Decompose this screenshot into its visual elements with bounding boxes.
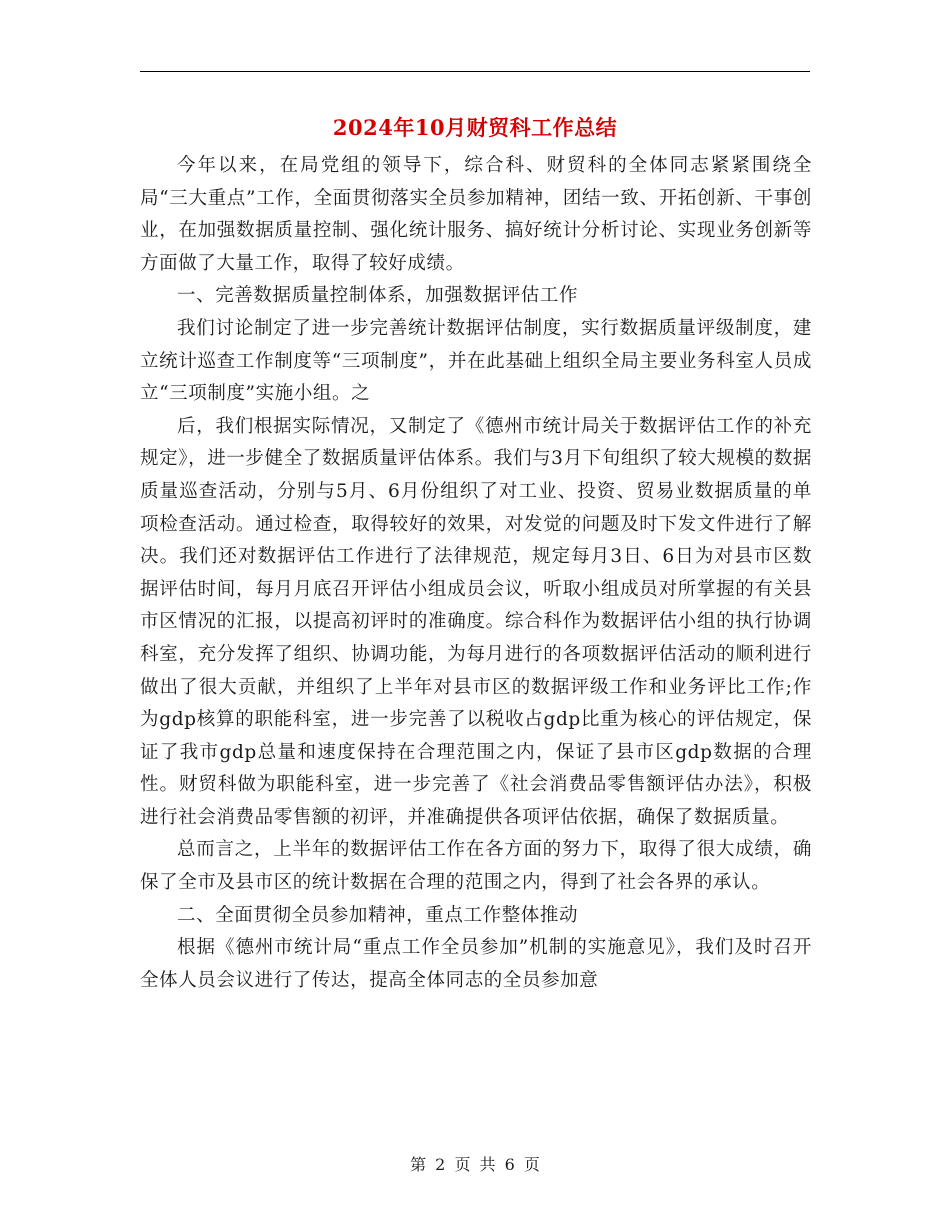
paragraph-evaluation-details: 后，我们根据实际情况，又制定了《德州市统计局关于数据评估工作的补充规定》，进一步健全了数据质量评估体系。我们与3月下旬组织了较大规模的数据质量巡查活动，分别与5月、6月份组织了对工业、投资、贸易业数据质量的单项检查活动。通过检查，取得较好的效果，对发觉的问题及时下发文件进行了解决。我们还对数据评估工作进行了法律规范，规定每月3日、6日为对县市区数据评估时间，每月月底召开评估小组成员会议，听取小组成员对所掌握的有关县市区情况的汇报，以提高初评时的准确度。综合科作为数据评估小组的执行协调科室，充分发挥了组织、协调功能，为每月进行的各项数据评估活动的顺利进行做出了很大贡献，并组织了上半年对县市区的数据评级工作和业务评比工作;作为gdp核算的职能科室，进一步完善了以税收占gdp比重为核心的评估规定，保证了我市gdp总量和速度保持在合理范围之内，保证了县市区gdp数据的合理性。财贸科做为职能科室，进一步完善了《社会消费品零售额评估办法》，积极进行社会消费品零售额的初评，并准确提供各项评估依据，确保了数据质量。	[140, 415, 812, 828]
document-title: 2024年10月财贸科工作总结	[332, 115, 618, 140]
paragraph-three-systems: 我们讨论制定了进一步完善统计数据评估制度，实行数据质量评级制度，建立统计巡查工作制度等“三项制度”，并在此基础上组织全局主要业务科室人员成立“三项制度”实施小组。之	[140, 317, 812, 405]
section-heading-1: 一、完善数据质量控制体系，加强数据评估工作	[177, 285, 579, 307]
section-heading-2: 二、全面贯彻全员参加精神，重点工作整体推动	[177, 904, 579, 926]
paragraph-summary: 总而言之，上半年的数据评估工作在各方面的努力下，取得了很大成绩，确保了全市及县市区的统计数据在合理的范围之内，得到了社会各界的承认。	[140, 839, 812, 894]
paragraph-intro: 今年以来，在局党组的领导下，综合科、财贸科的全体同志紧紧围绕全局“三大重点”工作，全面贯彻落实全员参加精神，团结一致、开拓创新、干事创业，在加强数据质量控制、强化统计服务、搞好统计分析讨论、实现业务创新等方面做了大量工作，取得了较好成绩。	[140, 155, 812, 274]
paragraph-participation: 根据《德州市统计局“重点工作全员参加”机制的实施意见》，我们及时召开全体人员会议进行了传达，提高全体同志的全员参加意	[140, 937, 812, 991]
document-body	[140, 150, 812, 997]
header-rule	[140, 71, 810, 72]
page-number-footer: 第 2 页 共 6 页	[410, 1155, 540, 1174]
